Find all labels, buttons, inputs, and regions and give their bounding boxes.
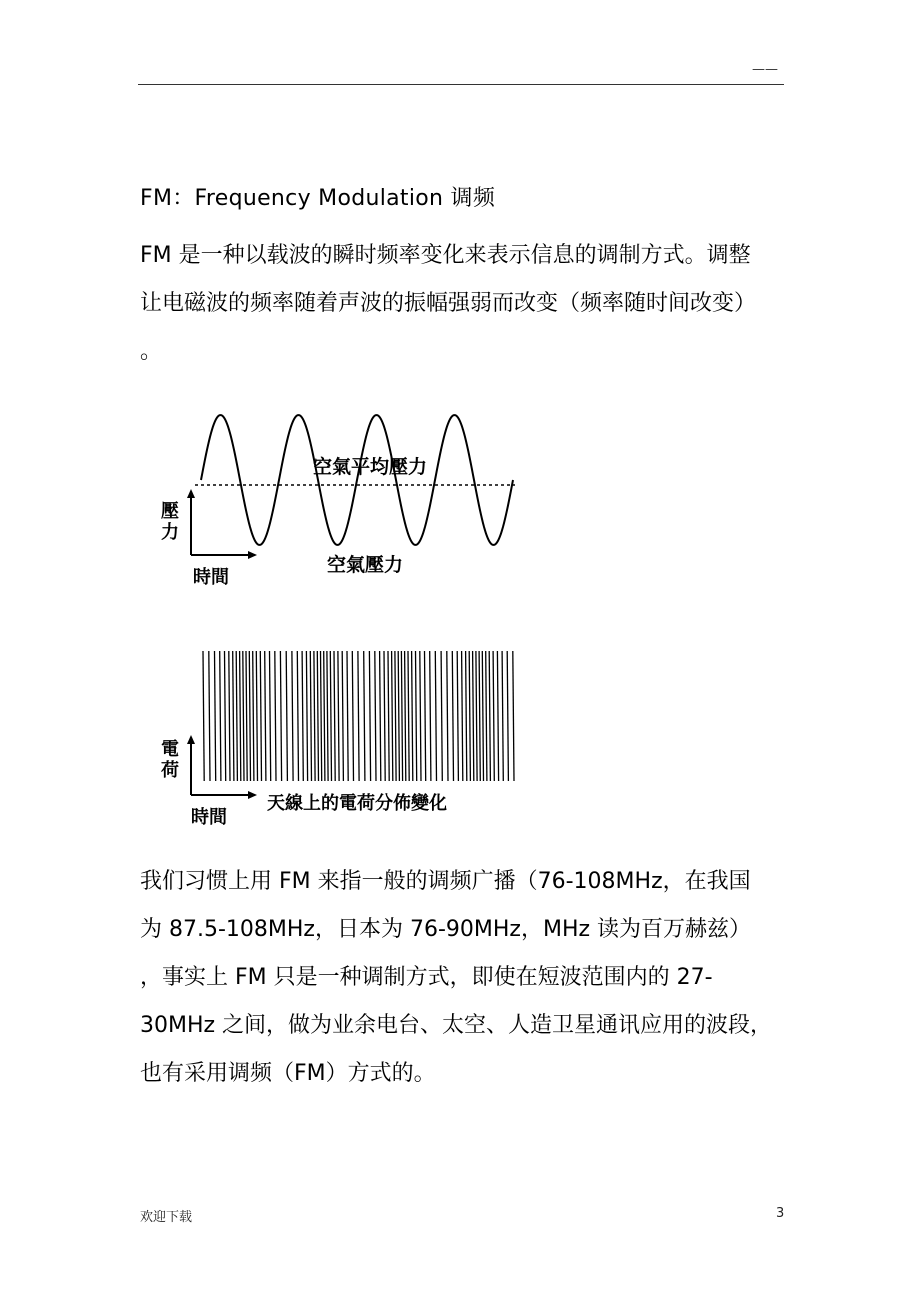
charge-line [358,651,359,781]
charge-line [292,651,293,781]
charge-line [236,651,237,781]
charge-line [380,651,381,781]
charge-line [457,651,458,781]
charge-line [314,651,315,781]
x-axis-arrow [248,791,257,799]
charge-line [324,651,325,781]
pressure-label: 空氣壓力 [327,554,404,576]
charge-line [430,651,431,781]
charge-line [249,651,250,781]
charge-line [265,651,266,781]
charge-line [384,651,385,781]
charge-line [364,651,365,781]
charge-line [209,651,210,781]
charge-line [280,651,281,781]
charge-line [388,651,389,781]
charge-line [398,651,399,781]
paragraph-intro [140,232,790,376]
charge-line [352,651,353,781]
charge-line [240,651,241,781]
charge-line [334,651,335,781]
y-axis-label-1: 壓 [161,501,179,522]
charge-caption: 天線上的電荷分佈變化 [267,793,447,814]
charge-line [473,651,474,781]
x-axis-label: 時間 [193,567,229,588]
footer-text: 欢迎下载 [140,1210,193,1225]
paragraph-fm-usage [140,858,790,1098]
y-axis-label-2: 力 [161,522,179,543]
charge-line [220,651,221,781]
charge-line [246,651,247,781]
charge-line [416,651,417,781]
y-axis-arrow [187,735,195,744]
charge-line [408,651,409,781]
charge-line [479,651,480,781]
charge-line [462,651,463,781]
charge-line [260,651,261,781]
charge-line [317,651,318,781]
charge-line [405,651,406,781]
charge-line [256,651,257,781]
charge-line [302,651,303,781]
charge-line [306,651,307,781]
paragraph-line: 。 [140,339,163,364]
charge-line [452,651,453,781]
paragraph-line: FM 是一种以载波的瞬时频率变化来表示信息的调制方式。调整 [140,243,751,268]
x-axis-arrow [248,551,257,559]
antenna-charge-figure [155,645,525,830]
charge-line [310,651,311,781]
page-number: 3 [776,1206,785,1221]
paragraph-line: 我们习惯上用 FM 来指一般的调频广播（76-108MHz，在我国 [140,869,751,894]
charge-line [203,651,204,781]
charge-line [441,651,442,781]
charge-line [482,651,483,781]
charge-line [435,651,436,781]
antenna-charge-diagram [155,645,525,830]
sound-wave-figure [155,405,525,590]
charge-line [347,651,348,781]
x-axis-label: 時間 [191,807,227,828]
charge-line [401,651,402,781]
charge-line [327,651,328,781]
charge-line [375,651,376,781]
section-title: FM：Frequency Modulation 调频 [140,186,496,211]
header-mark: —— [752,62,778,77]
paragraph-line: 30MHz 之间，做为业余电台、太空、人造卫星通讯应用的波段， [140,1013,773,1038]
y-axis-arrow [187,489,195,498]
charge-line [286,651,287,781]
average-pressure-label: 空氣平均壓力 [313,456,428,478]
paragraph-line: 为 87.5-108MHz，日本为 76-90MHz，MHz 读为百万赫兹） [140,917,752,942]
charge-line [502,651,503,781]
charge-line [489,651,490,781]
charge-line [270,651,271,781]
charge-line [513,651,514,781]
charge-line [215,651,216,781]
charge-line [425,651,426,781]
charge-line [233,651,234,781]
charge-line [275,651,276,781]
charge-line [507,651,508,781]
charge-line [447,651,448,781]
y-axis-label-1: 電 [161,739,179,760]
charge-line [369,651,370,781]
charge-line [493,651,494,781]
charge-line [497,651,498,781]
charge-line [342,651,343,781]
charge-lines [203,651,514,781]
charge-line [253,651,254,781]
charge-line [297,651,298,781]
pressure-wave [201,415,513,545]
charge-line [225,651,226,781]
y-axis-label-2: 荷 [161,760,179,781]
charge-line [229,651,230,781]
charge-line [476,651,477,781]
paragraph-line: 也有采用调频（FM）方式的。 [140,1061,436,1086]
charge-line [330,651,331,781]
header-rule [138,84,784,85]
charge-line [469,651,470,781]
sound-wave-diagram [155,405,525,590]
charge-line [321,651,322,781]
charge-line [392,651,393,781]
charge-line [243,651,244,781]
charge-line [395,651,396,781]
charge-line [412,651,413,781]
charge-line [466,651,467,781]
charge-line [486,651,487,781]
paragraph-line: 让电磁波的频率随着声波的振幅强弱而改变（频率随时间改变） [140,291,757,316]
charge-line [338,651,339,781]
paragraph-line: ，事实上 FM 只是一种调制方式，即使在短波范围内的 27- [140,965,713,990]
charge-line [420,651,421,781]
